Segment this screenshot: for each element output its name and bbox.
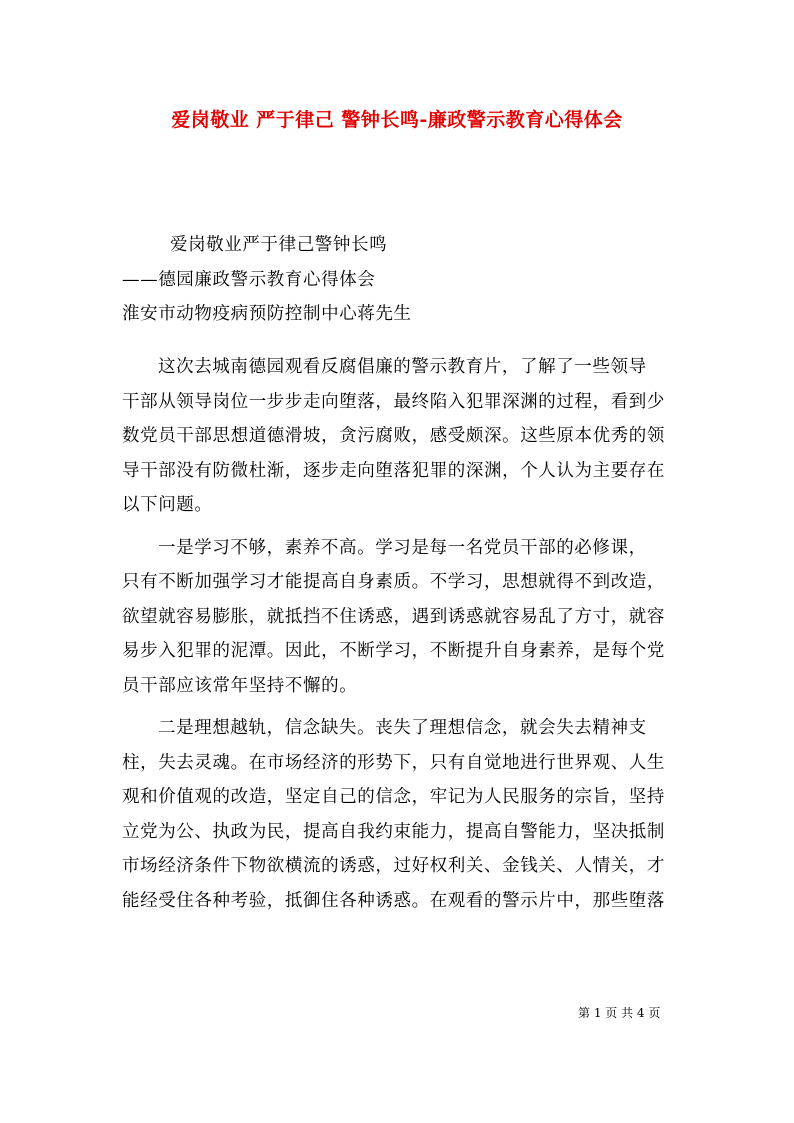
- document-header-block: [122, 228, 682, 332]
- subtitle-sub-line: ——德园廉政警示教育心得体会: [122, 269, 376, 290]
- paragraph-line: 立党为公、执政为民，提高自我约束能力，提高自警能力，坚决抵制: [122, 821, 665, 842]
- author-line: 淮安市动物疫病预防控制中心蒋先生: [122, 304, 412, 324]
- paragraph-line: 以下问题。: [122, 495, 213, 515]
- document-title: 爱岗敬业 严于律己 警钟长鸣-廉政警示教育心得体会: [171, 109, 623, 131]
- paragraph-line: 干部从领导岗位一步步走向堕落，最终陷入犯罪深渊的过程，看到少: [122, 391, 665, 412]
- paragraph-line: 二是理想越轨，信念缺失。丧失了理想信念，就会失去精神支: [158, 718, 647, 738]
- paragraph-line: 观和价值观的改造，坚定自己的信念，牢记为人民服务的宗旨，坚持: [122, 787, 665, 807]
- paragraph-line: 欲望就容易膨胀，就抵挡不住诱惑，遇到诱惑就容易乱了方寸，就容: [122, 606, 665, 627]
- page-number-footer: 第 1 页 共 4 页: [578, 1006, 661, 1020]
- paragraph-line: 能经受住各种考验，抵御住各种诱惑。在观看的警示片中，那些堕落: [122, 890, 665, 911]
- paragraph-line: 员干部应该常年坚持不懈的。: [122, 675, 358, 696]
- paragraph-line: 只有不断加强学习才能提高自身素质。不学习，思想就得不到改造，: [122, 572, 665, 592]
- subtitle-line: 爱岗敬业严于律己警钟长鸣: [170, 235, 388, 255]
- paragraph-line: 这次去城南德园观看反腐倡廉的警示教育片，了解了一些领导: [158, 357, 647, 377]
- paragraph-line: 一是学习不够，素养不高。学习是每一名党员干部的必修课，: [158, 537, 647, 558]
- paragraph-line: 易步入犯罪的泥潭。因此，不断学习，不断提升自身素养，是每个党: [122, 641, 665, 661]
- paragraph-line: 导干部没有防微杜渐，逐步走向堕落犯罪的深渊，个人认为主要存在: [122, 460, 665, 481]
- paragraph-line: 市场经济条件下物欲横流的诱惑，过好权利关、金钱关、人情关，才: [122, 856, 665, 876]
- document-body: [122, 350, 682, 918]
- paragraph-line: 柱，失去灵魂。在市场经济的形势下，只有自觉地进行世界观、人生: [122, 752, 665, 773]
- paragraph-line: 数党员干部思想道德滑坡，贪污腐败，感受颇深。这些原本优秀的领: [122, 426, 665, 446]
